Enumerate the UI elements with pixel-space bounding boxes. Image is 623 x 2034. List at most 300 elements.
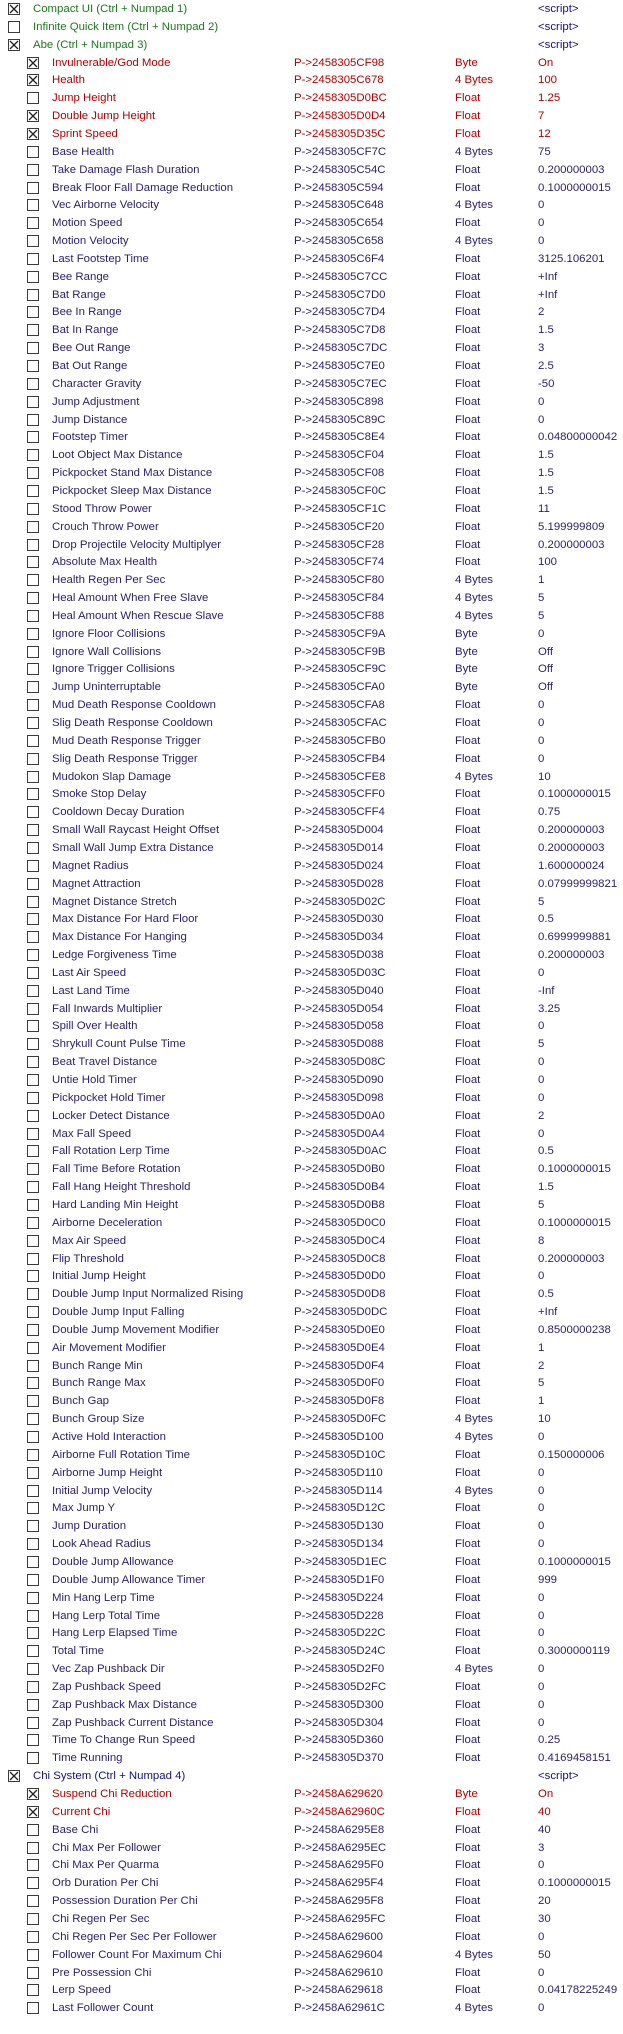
entry-value[interactable]: 0 — [538, 395, 545, 408]
entry-row[interactable] — [0, 143, 623, 161]
entry-value[interactable]: On — [538, 1788, 554, 1800]
entry-row[interactable] — [0, 1678, 623, 1696]
active-checkbox[interactable] — [27, 146, 39, 158]
entry-row[interactable] — [0, 1946, 623, 1964]
active-checkbox[interactable] — [27, 1627, 39, 1639]
entry-row[interactable] — [0, 250, 623, 268]
entry-row[interactable] — [0, 696, 623, 714]
active-checkbox[interactable] — [27, 467, 39, 479]
active-checkbox[interactable] — [27, 1003, 39, 1015]
active-checkbox[interactable] — [27, 1681, 39, 1693]
active-checkbox[interactable] — [27, 1342, 39, 1354]
entry-value[interactable]: 0.3000000119 — [538, 1645, 611, 1658]
entry-value[interactable]: 1.5 — [538, 324, 554, 337]
active-checkbox[interactable] — [27, 788, 39, 800]
active-checkbox[interactable] — [27, 628, 39, 640]
entry-value[interactable]: +Inf — [538, 1306, 558, 1319]
entry-row[interactable] — [0, 1856, 623, 1874]
entry-value[interactable]: 0.04800000042 — [538, 431, 618, 444]
entry-value[interactable]: 50 — [538, 1948, 551, 1961]
active-checkbox[interactable] — [27, 306, 39, 318]
entry-value[interactable]: 0.1000000015 — [538, 1877, 611, 1890]
entry-value[interactable]: 5 — [538, 1198, 545, 1211]
active-checkbox[interactable] — [27, 1734, 39, 1746]
active-checkbox[interactable] — [27, 1574, 39, 1586]
entry-row[interactable] — [0, 1535, 623, 1553]
entry-row[interactable] — [0, 286, 623, 304]
active-checkbox[interactable] — [27, 110, 39, 122]
entry-value[interactable]: 0 — [538, 1020, 545, 1033]
entry-value[interactable]: 0 — [538, 2002, 545, 2015]
entry-value[interactable]: On — [538, 56, 554, 69]
entry-row[interactable] — [0, 1142, 623, 1160]
entry-value[interactable]: 0.200000003 — [538, 949, 605, 962]
entry-row[interactable] — [0, 1785, 623, 1803]
active-checkbox[interactable] — [27, 1806, 39, 1818]
entry-row[interactable] — [0, 232, 623, 250]
entry-row[interactable] — [0, 1874, 623, 1892]
active-checkbox[interactable] — [27, 521, 39, 533]
entry-row[interactable] — [0, 1446, 623, 1464]
entry-row[interactable] — [0, 500, 623, 518]
entry-value[interactable]: <script> — [538, 3, 579, 15]
active-checkbox[interactable] — [27, 539, 39, 551]
entry-value[interactable]: 0 — [538, 1716, 545, 1729]
entry-value[interactable]: 0 — [538, 1431, 545, 1443]
entry-row[interactable] — [0, 536, 623, 554]
entry-row[interactable] — [0, 1035, 623, 1053]
entry-row[interactable] — [0, 482, 623, 500]
entry-value[interactable]: 1 — [538, 1341, 545, 1354]
entry-row[interactable] — [0, 1731, 623, 1749]
entry-value[interactable]: 1.5 — [538, 449, 554, 462]
active-checkbox[interactable] — [27, 1699, 39, 1711]
active-checkbox[interactable] — [27, 1056, 39, 1068]
entry-row[interactable] — [0, 89, 623, 107]
entry-value[interactable]: 5 — [538, 895, 545, 908]
entry-row[interactable] — [0, 821, 623, 839]
entry-value[interactable]: 0 — [538, 1627, 545, 1640]
group-row[interactable] — [0, 18, 623, 36]
entry-value[interactable]: 0 — [538, 1520, 545, 1533]
active-checkbox[interactable] — [27, 1145, 39, 1157]
entry-value[interactable]: 3.25 — [538, 1002, 561, 1015]
entry-value[interactable]: 1.5 — [538, 1181, 554, 1194]
active-checkbox[interactable] — [8, 1770, 20, 1782]
entry-value[interactable]: 0 — [538, 235, 545, 248]
entry-row[interactable] — [0, 1321, 623, 1339]
active-checkbox[interactable] — [27, 271, 39, 283]
group-row[interactable] — [0, 0, 623, 18]
entry-row[interactable] — [0, 1981, 623, 1999]
active-checkbox[interactable] — [27, 1610, 39, 1622]
entry-value[interactable]: 0.200000003 — [538, 824, 605, 837]
active-checkbox[interactable] — [27, 1431, 39, 1443]
active-checkbox[interactable] — [27, 1074, 39, 1086]
active-checkbox[interactable] — [27, 1502, 39, 1514]
active-checkbox[interactable] — [27, 1717, 39, 1729]
entry-value[interactable]: -Inf — [538, 984, 555, 997]
active-checkbox[interactable] — [27, 485, 39, 497]
entry-row[interactable] — [0, 1624, 623, 1642]
entry-row[interactable] — [0, 750, 623, 768]
active-checkbox[interactable] — [27, 913, 39, 925]
entry-row[interactable] — [0, 1892, 623, 1910]
active-checkbox[interactable] — [27, 1895, 39, 1907]
entry-row[interactable] — [0, 1589, 623, 1607]
active-checkbox[interactable] — [27, 1824, 39, 1836]
entry-value[interactable]: 30 — [538, 1912, 551, 1925]
entry-value[interactable]: 999 — [538, 1573, 558, 1586]
entry-value[interactable]: 0 — [538, 1074, 545, 1086]
active-checkbox[interactable] — [27, 57, 39, 69]
entry-row[interactable] — [0, 857, 623, 875]
entry-row[interactable] — [0, 1107, 623, 1125]
entry-row[interactable] — [0, 928, 623, 946]
entry-row[interactable] — [0, 1053, 623, 1071]
entry-value[interactable]: 0.1000000015 — [538, 1163, 611, 1176]
entry-value[interactable]: 0.1000000015 — [538, 1555, 611, 1568]
active-checkbox[interactable] — [27, 1360, 39, 1372]
entry-value[interactable]: 0 — [538, 1484, 545, 1497]
active-checkbox[interactable] — [27, 1663, 39, 1675]
entry-row[interactable] — [0, 625, 623, 643]
active-checkbox[interactable] — [27, 806, 39, 818]
entry-row[interactable] — [0, 71, 623, 89]
active-checkbox[interactable] — [27, 1235, 39, 1247]
entry-value[interactable]: 0 — [538, 734, 545, 747]
entry-row[interactable] — [0, 303, 623, 321]
active-checkbox[interactable] — [27, 574, 39, 586]
entry-row[interactable] — [0, 1571, 623, 1589]
entry-value[interactable]: Off — [538, 645, 553, 658]
active-checkbox[interactable] — [27, 164, 39, 176]
entry-row[interactable] — [0, 1017, 623, 1035]
entry-row[interactable] — [0, 1642, 623, 1660]
entry-value[interactable]: 1.25 — [538, 92, 561, 105]
entry-value[interactable]: 0 — [538, 1663, 545, 1676]
entry-row[interactable] — [0, 1803, 623, 1821]
entry-row[interactable] — [0, 1999, 623, 2017]
active-checkbox[interactable] — [27, 949, 39, 961]
active-checkbox[interactable] — [27, 2002, 39, 2014]
entry-row[interactable] — [0, 1964, 623, 1982]
active-checkbox[interactable] — [27, 414, 39, 426]
entry-value[interactable]: 0.150000006 — [538, 1448, 605, 1461]
active-checkbox[interactable] — [27, 699, 39, 711]
entry-value[interactable]: 3 — [538, 342, 545, 355]
entry-row[interactable] — [0, 1910, 623, 1928]
entry-row[interactable] — [0, 375, 623, 393]
active-checkbox[interactable] — [27, 1092, 39, 1104]
entry-row[interactable] — [0, 893, 623, 911]
entry-value[interactable]: Off — [538, 681, 553, 694]
entry-value[interactable]: 0.8500000238 — [538, 1323, 611, 1336]
entry-row[interactable] — [0, 1749, 623, 1767]
entry-value[interactable]: 5 — [538, 609, 545, 622]
entry-row[interactable] — [0, 1660, 623, 1678]
active-checkbox[interactable] — [27, 1288, 39, 1300]
entry-value[interactable]: 7 — [538, 110, 545, 123]
active-checkbox[interactable] — [27, 1128, 39, 1140]
entry-value[interactable]: 0.1000000015 — [538, 181, 611, 194]
entry-row[interactable] — [0, 1214, 623, 1232]
entry-row[interactable] — [0, 321, 623, 339]
entry-row[interactable] — [0, 571, 623, 589]
entry-value[interactable]: 0 — [538, 1270, 545, 1283]
active-checkbox[interactable] — [27, 896, 39, 908]
entry-value[interactable]: 12 — [538, 127, 551, 140]
entry-value[interactable]: 0.200000003 — [538, 841, 605, 854]
entry-row[interactable] — [0, 125, 623, 143]
active-checkbox[interactable] — [27, 1324, 39, 1336]
entry-value[interactable]: 1.5 — [538, 467, 554, 480]
entry-row[interactable] — [0, 946, 623, 964]
entry-value[interactable]: 0.200000003 — [538, 163, 605, 176]
entry-row[interactable] — [0, 910, 623, 928]
active-checkbox[interactable] — [27, 449, 39, 461]
active-checkbox[interactable] — [27, 824, 39, 836]
active-checkbox[interactable] — [27, 967, 39, 979]
entry-row[interactable] — [0, 678, 623, 696]
active-checkbox[interactable] — [27, 1485, 39, 1497]
active-checkbox[interactable] — [27, 592, 39, 604]
entry-value[interactable]: 0 — [538, 1859, 545, 1872]
entry-value[interactable]: Off — [538, 663, 553, 676]
entry-row[interactable] — [0, 1392, 623, 1410]
entry-value[interactable]: 0 — [538, 717, 545, 729]
entry-value[interactable]: 5 — [538, 1038, 545, 1051]
entry-row[interactable] — [0, 839, 623, 857]
entry-value[interactable]: <script> — [538, 20, 579, 33]
entry-row[interactable] — [0, 393, 623, 411]
entry-value[interactable]: 0.07999999821 — [538, 877, 618, 890]
entry-value[interactable]: 0.200000003 — [538, 1252, 605, 1265]
active-checkbox[interactable] — [27, 1859, 39, 1871]
entry-value[interactable]: 2 — [538, 1109, 545, 1122]
active-checkbox[interactable] — [27, 378, 39, 390]
active-checkbox[interactable] — [27, 1520, 39, 1532]
entry-row[interactable] — [0, 1303, 623, 1321]
entry-value[interactable]: 0 — [538, 413, 545, 426]
entry-value[interactable]: 100 — [538, 74, 558, 87]
active-checkbox[interactable] — [27, 1931, 39, 1943]
entry-row[interactable] — [0, 161, 623, 179]
entry-value[interactable]: 0.5 — [538, 1145, 554, 1158]
entry-row[interactable] — [0, 1267, 623, 1285]
active-checkbox[interactable] — [27, 1038, 39, 1050]
entry-value[interactable]: 75 — [538, 145, 551, 158]
entry-row[interactable] — [0, 1607, 623, 1625]
group-row[interactable] — [0, 36, 623, 54]
entry-value[interactable]: 10 — [538, 770, 551, 783]
active-checkbox[interactable] — [27, 1842, 39, 1854]
active-checkbox[interactable] — [27, 931, 39, 943]
entry-row[interactable] — [0, 1250, 623, 1268]
entry-value[interactable]: 0.75 — [538, 806, 561, 819]
entry-row[interactable] — [0, 1285, 623, 1303]
active-checkbox[interactable] — [27, 1270, 39, 1282]
entry-row[interactable] — [0, 1428, 623, 1446]
entry-value[interactable]: 0.5 — [538, 913, 554, 926]
active-checkbox[interactable] — [27, 1645, 39, 1657]
entry-value[interactable]: 0 — [538, 217, 545, 230]
entry-row[interactable] — [0, 714, 623, 732]
entry-value[interactable]: 0 — [538, 966, 545, 979]
active-checkbox[interactable] — [27, 681, 39, 693]
entry-value[interactable]: 0.200000003 — [538, 538, 605, 551]
entry-row[interactable] — [0, 1125, 623, 1143]
entry-row[interactable] — [0, 464, 623, 482]
entry-value[interactable]: 0.1000000015 — [538, 1216, 611, 1229]
entry-value[interactable]: 0 — [538, 699, 545, 712]
active-checkbox[interactable] — [27, 431, 39, 443]
active-checkbox[interactable] — [27, 1449, 39, 1461]
entry-row[interactable] — [0, 1339, 623, 1357]
active-checkbox[interactable] — [27, 253, 39, 265]
entry-value[interactable]: 0.4169458151 — [538, 1752, 611, 1765]
entry-value[interactable]: 2 — [538, 1359, 545, 1372]
entry-row[interactable] — [0, 214, 623, 232]
active-checkbox[interactable] — [27, 1395, 39, 1407]
active-checkbox[interactable] — [27, 503, 39, 515]
active-checkbox[interactable] — [27, 128, 39, 140]
entry-row[interactable] — [0, 446, 623, 464]
active-checkbox[interactable] — [27, 1913, 39, 1925]
active-checkbox[interactable] — [27, 1377, 39, 1389]
entry-row[interactable] — [0, 1821, 623, 1839]
entry-value[interactable]: 0.1000000015 — [538, 788, 611, 801]
active-checkbox[interactable] — [8, 3, 20, 15]
entry-row[interactable] — [0, 607, 623, 625]
active-checkbox[interactable] — [27, 753, 39, 765]
active-checkbox[interactable] — [27, 1020, 39, 1032]
entry-row[interactable] — [0, 1410, 623, 1428]
entry-row[interactable] — [0, 1178, 623, 1196]
entry-value[interactable]: <script> — [538, 38, 579, 51]
active-checkbox[interactable] — [27, 217, 39, 229]
active-checkbox[interactable] — [27, 1217, 39, 1229]
entry-row[interactable] — [0, 660, 623, 678]
entry-row[interactable] — [0, 518, 623, 536]
active-checkbox[interactable] — [27, 646, 39, 658]
entry-value[interactable]: 5 — [538, 592, 545, 605]
entry-value[interactable]: 11 — [538, 502, 550, 515]
entry-row[interactable] — [0, 732, 623, 750]
active-checkbox[interactable] — [27, 1253, 39, 1265]
active-checkbox[interactable] — [27, 1199, 39, 1211]
entry-row[interactable] — [0, 357, 623, 375]
entry-row[interactable] — [0, 982, 623, 1000]
active-checkbox[interactable] — [27, 1984, 39, 1996]
entry-row[interactable] — [0, 964, 623, 982]
entry-row[interactable] — [0, 179, 623, 197]
entry-value[interactable]: 1.600000024 — [538, 859, 605, 872]
active-checkbox[interactable] — [27, 717, 39, 729]
entry-value[interactable]: 40 — [538, 1805, 551, 1818]
entry-row[interactable] — [0, 768, 623, 786]
entry-value[interactable]: 40 — [538, 1823, 551, 1836]
active-checkbox[interactable] — [27, 1877, 39, 1889]
entry-row[interactable] — [0, 553, 623, 571]
entry-value[interactable]: <script> — [538, 1770, 579, 1783]
entry-value[interactable]: 1 — [538, 574, 545, 587]
entry-row[interactable] — [0, 1160, 623, 1178]
entry-value[interactable]: 0.5 — [538, 1288, 554, 1301]
entry-value[interactable]: 0 — [538, 752, 545, 765]
active-checkbox[interactable] — [27, 1413, 39, 1425]
entry-value[interactable]: 0 — [538, 1091, 545, 1104]
entry-row[interactable] — [0, 1071, 623, 1089]
group-row[interactable] — [0, 1767, 623, 1785]
entry-row[interactable] — [0, 54, 623, 72]
active-checkbox[interactable] — [27, 396, 39, 408]
entry-value[interactable]: -50 — [538, 377, 555, 390]
entry-value[interactable]: 0 — [538, 1680, 545, 1693]
active-checkbox[interactable] — [27, 1752, 39, 1764]
entry-value[interactable]: 0.04178225249 — [538, 1984, 618, 1997]
entry-row[interactable] — [0, 1839, 623, 1857]
active-checkbox[interactable] — [27, 842, 39, 854]
entry-row[interactable] — [0, 1196, 623, 1214]
active-checkbox[interactable] — [27, 199, 39, 211]
entry-value[interactable]: 0.25 — [538, 1734, 561, 1747]
active-checkbox[interactable] — [27, 1949, 39, 1961]
entry-value[interactable]: 100 — [538, 556, 558, 569]
active-checkbox[interactable] — [27, 1163, 39, 1175]
entry-value[interactable]: +Inf — [538, 270, 558, 283]
entry-value[interactable]: 0 — [538, 1591, 545, 1604]
active-checkbox[interactable] — [27, 324, 39, 336]
entry-value[interactable]: 0 — [538, 199, 545, 212]
active-checkbox[interactable] — [27, 1556, 39, 1568]
active-checkbox[interactable] — [27, 1967, 39, 1979]
entry-value[interactable]: 1 — [538, 1395, 545, 1408]
entry-row[interactable] — [0, 1714, 623, 1732]
entry-row[interactable] — [0, 1464, 623, 1482]
active-checkbox[interactable] — [27, 663, 39, 675]
entry-row[interactable] — [0, 643, 623, 661]
active-checkbox[interactable] — [27, 860, 39, 872]
entry-value[interactable]: 0 — [538, 1502, 545, 1515]
entry-row[interactable] — [0, 107, 623, 125]
active-checkbox[interactable] — [27, 1467, 39, 1479]
entry-value[interactable]: 0 — [538, 1966, 545, 1979]
entry-row[interactable] — [0, 1089, 623, 1107]
entry-row[interactable] — [0, 1517, 623, 1535]
entry-value[interactable]: 5 — [538, 1377, 545, 1390]
entry-value[interactable]: 0 — [538, 1466, 545, 1479]
active-checkbox[interactable] — [27, 1538, 39, 1550]
entry-row[interactable] — [0, 339, 623, 357]
entry-row[interactable] — [0, 1928, 623, 1946]
entry-row[interactable] — [0, 411, 623, 429]
entry-row[interactable] — [0, 1696, 623, 1714]
active-checkbox[interactable] — [27, 92, 39, 104]
entry-value[interactable]: 0 — [538, 1930, 545, 1943]
entry-row[interactable] — [0, 1374, 623, 1392]
active-checkbox[interactable] — [8, 39, 20, 51]
entry-value[interactable]: 10 — [538, 1413, 551, 1426]
entry-value[interactable]: 0 — [538, 1538, 545, 1551]
entry-value[interactable]: 20 — [538, 1895, 551, 1908]
active-checkbox[interactable] — [27, 985, 39, 997]
active-checkbox[interactable] — [27, 1110, 39, 1122]
entry-row[interactable] — [0, 428, 623, 446]
entry-value[interactable]: 0 — [538, 1056, 545, 1069]
entry-value[interactable]: 0 — [538, 1127, 545, 1140]
entry-row[interactable] — [0, 1499, 623, 1517]
